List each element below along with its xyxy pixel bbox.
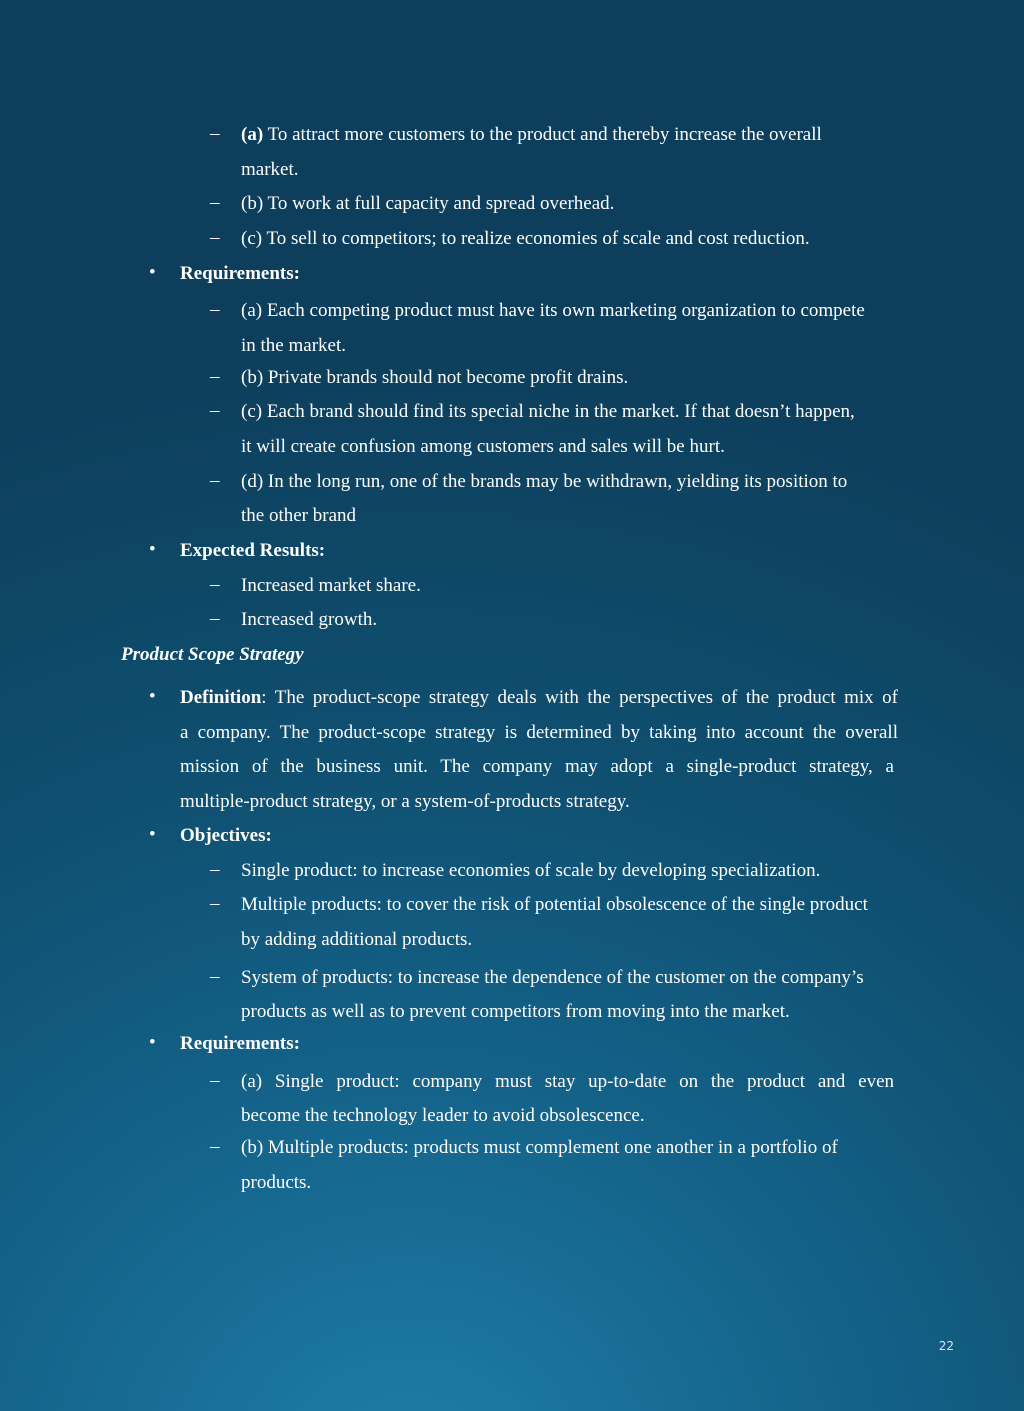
objective-a-text: To attract more customers to the product and thereby increase the overall xyxy=(267,124,822,145)
definition-line-4: multiple-product strategy, or a system-of-products strategy. xyxy=(180,791,630,812)
requirement-single-line-2: become the technology leader to avoid obsolescence. xyxy=(241,1105,645,1126)
requirement-b-line: (b) Private brands should not become profit drains. xyxy=(241,367,629,388)
bullet-marker: • xyxy=(149,262,156,283)
objective-system-line-2: products as well as to prevent competitors from moving into the market. xyxy=(241,1001,790,1022)
bullet-marker: • xyxy=(149,686,156,707)
page-number: 22 xyxy=(938,1339,954,1353)
definition-line-3: mission of the business unit. The company may adopt a single-product strategy, a xyxy=(180,756,894,777)
objective-single-line: Single product: to increase economies of scale by developing specialization. xyxy=(241,860,821,881)
dash-marker: – xyxy=(210,608,220,629)
requirement-multiple-line-2: products. xyxy=(241,1172,312,1193)
bullet-marker: • xyxy=(149,1032,156,1053)
objective-a-line-1 xyxy=(241,123,822,147)
requirement-c-line-1: (c) Each brand should find its special niche in the market. If that doesn’t happen, xyxy=(241,401,855,422)
objective-a-label: (a) xyxy=(241,124,264,145)
dash-marker: – xyxy=(210,574,220,595)
definition-label: Definition xyxy=(180,687,262,708)
definition-text-1: : The product-scope strategy deals with the perspectives of the product mix of xyxy=(261,687,898,708)
requirement-a-line-1: (a) Each competing product must have its own marketing organization to compete xyxy=(241,300,865,321)
definition-line-1 xyxy=(180,686,898,710)
dash-marker: – xyxy=(210,227,220,248)
dash-marker: – xyxy=(210,123,220,144)
requirement-single-line-1: (a) Single product: company must stay up-to-date on the product and even xyxy=(241,1071,894,1092)
expected-result-item: Increased growth. xyxy=(241,609,378,630)
bullet-marker: • xyxy=(149,824,156,845)
dash-marker: – xyxy=(210,893,220,914)
requirement-c-line-2: it will create confusion among customers and sales will be hurt. xyxy=(241,436,725,457)
definition-line-2: a company. The product-scope strategy is determined by taking into account the overall xyxy=(180,722,898,743)
dash-marker: – xyxy=(210,966,220,987)
requirement-multiple-line-1: (b) Multiple products: products must complement one another in a portfolio of xyxy=(241,1137,838,1158)
expected-result-item: Increased market share. xyxy=(241,575,421,596)
requirements-heading: Requirements: xyxy=(180,1033,300,1054)
dash-marker: – xyxy=(210,192,220,213)
objective-system-line-1: System of products: to increase the dependence of the customer on the company’s xyxy=(241,967,864,988)
dash-marker: – xyxy=(210,1136,220,1157)
dash-marker: – xyxy=(210,859,220,880)
requirement-a-line-2: in the market. xyxy=(241,335,346,356)
dash-marker: – xyxy=(210,366,220,387)
bullet-marker: • xyxy=(149,539,156,560)
dash-marker: – xyxy=(210,299,220,320)
objective-b-line: (b) To work at full capacity and spread overhead. xyxy=(241,193,615,214)
section-heading: Product Scope Strategy xyxy=(121,644,304,665)
requirements-heading: Requirements: xyxy=(180,263,300,284)
requirement-d-line-2: the other brand xyxy=(241,505,357,526)
dash-marker: – xyxy=(210,470,220,491)
expected-results-heading: Expected Results: xyxy=(180,540,326,561)
dash-marker: – xyxy=(210,1070,220,1091)
dash-marker: – xyxy=(210,400,220,421)
objective-multiple-line-2: by adding additional products. xyxy=(241,929,473,950)
objectives-heading: Objectives: xyxy=(180,825,272,846)
objective-multiple-line-1: Multiple products: to cover the risk of potential obsolescence of the single product xyxy=(241,894,868,915)
objective-c-line: (c) To sell to competitors; to realize economies of scale and cost reduction. xyxy=(241,228,810,249)
objective-a-line-2: market. xyxy=(241,159,299,180)
requirement-d-line-1: (d) In the long run, one of the brands may be withdrawn, yielding its position to xyxy=(241,471,848,492)
